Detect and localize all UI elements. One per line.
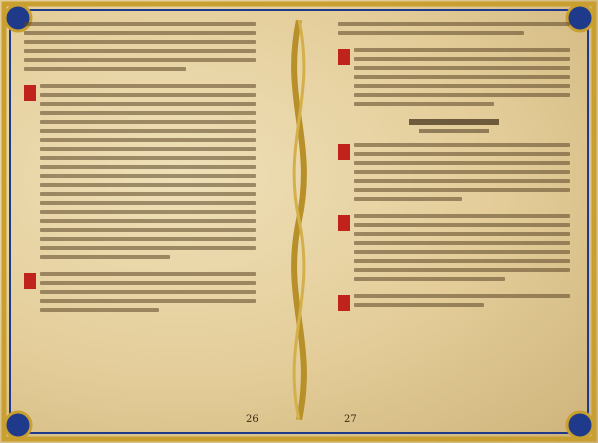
section-heading [409, 119, 499, 125]
corner-ornament-icon [567, 5, 593, 31]
paragraph [24, 272, 256, 317]
corner-ornament-icon [567, 412, 593, 438]
spine-ornament-icon [262, 20, 336, 420]
paragraph [338, 48, 570, 111]
paragraph [24, 22, 256, 76]
drop-cap [338, 144, 350, 160]
corner-ornament-icon [5, 412, 31, 438]
section-subheading [419, 129, 489, 133]
page-number-right: 27 [344, 414, 357, 425]
paragraph [338, 143, 570, 206]
page-right [338, 22, 570, 407]
page-left [24, 22, 256, 407]
paragraph [24, 84, 256, 264]
drop-cap [24, 273, 36, 289]
drop-cap [338, 295, 350, 311]
drop-cap [338, 215, 350, 231]
paragraph [338, 214, 570, 286]
drop-cap [24, 85, 36, 101]
paragraph [338, 294, 570, 312]
drop-cap [338, 49, 350, 65]
page-number-left: 26 [246, 414, 259, 425]
paragraph [338, 22, 570, 40]
